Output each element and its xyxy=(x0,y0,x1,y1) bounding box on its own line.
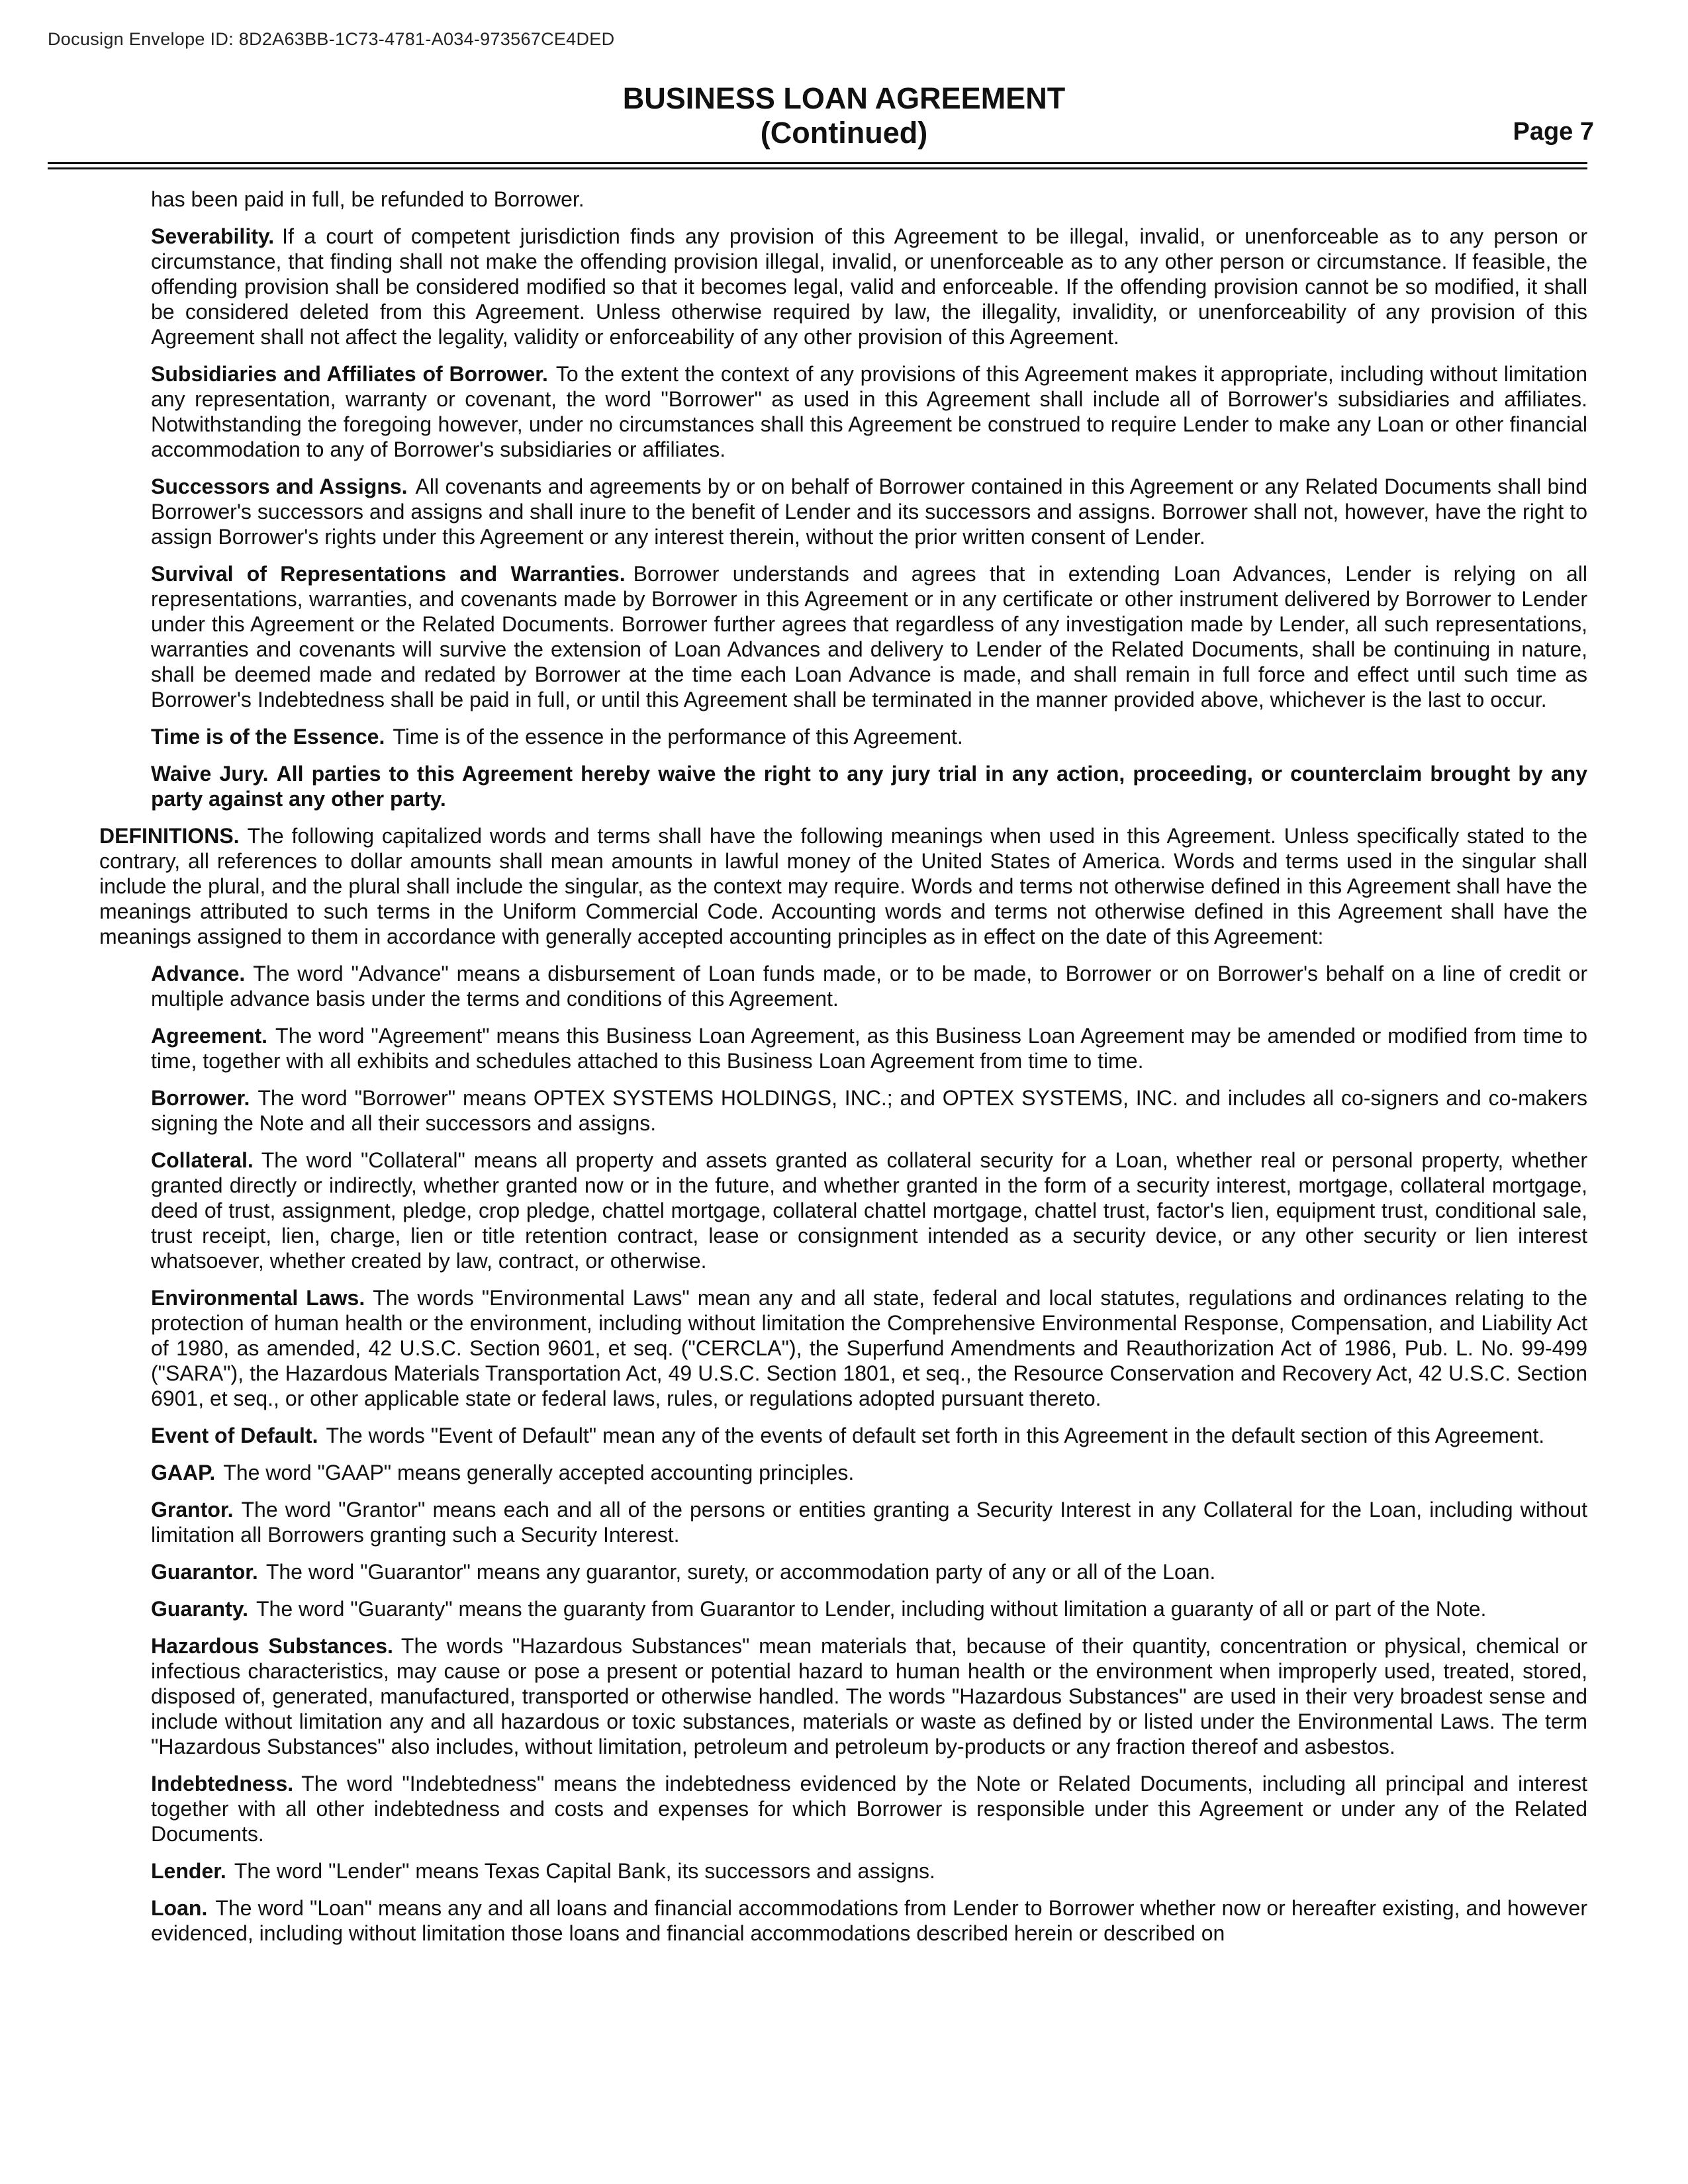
definition-text: The word "Guarantor" means any guarantor, surety, or accommodation party of any or all of the Loan. xyxy=(265,1560,1216,1584)
section-heading: Successors and Assigns. xyxy=(151,475,408,498)
document-subtitle: (Continued) xyxy=(760,116,928,150)
definition-term: GAAP. xyxy=(151,1461,216,1484)
header-rule-bottom xyxy=(48,167,1587,169)
section-time-essence xyxy=(151,724,1587,749)
definition-term: Guarantor. xyxy=(151,1560,258,1584)
definition-guaranty xyxy=(151,1596,1587,1621)
definition-indebtedness xyxy=(151,1771,1587,1846)
definition-collateral xyxy=(151,1148,1587,1273)
section-heading: Severability. xyxy=(151,224,275,248)
definition-text: The word "Grantor" means each and all of the persons or entities granting a Security Interest in any Collateral for the Loan, including without limitation all Borrowers granting such a Security Interest. xyxy=(151,1498,1587,1547)
definition-term: Agreement. xyxy=(151,1024,268,1048)
definition-event-of-default xyxy=(151,1423,1587,1448)
definition-text: The word "Loan" means any and all loans and financial accommodations from Lender to Borrower whether now or hereafter existing, and however evidenced, including without limitation those loans and financial accommodations described herein or described on xyxy=(151,1896,1587,1945)
section-text: Time is of the essence in the performance of this Agreement. xyxy=(393,725,963,749)
section-text: All covenants and agreements by or on behalf of Borrower contained in this Agreement or any Related Documents shall bind Borrower's successors and assigns and shall inure to the benefit of Lender and its successors and assigns. Borrower shall not, however, have the right to assign Borrower's rights under this Agreement or any interest therein, without the prior written consent of Lender. xyxy=(151,475,1588,549)
definition-advance xyxy=(151,961,1587,1011)
definition-term: Collateral. xyxy=(151,1148,254,1172)
definition-text: The word "GAAP" means generally accepted accounting principles. xyxy=(223,1461,855,1484)
document-body xyxy=(99,187,1587,1958)
section-heading: Subsidiaries and Affiliates of Borrower. xyxy=(151,362,548,386)
section-successors xyxy=(151,474,1587,549)
definition-term: Loan. xyxy=(151,1896,208,1920)
section-heading: Waive Jury. xyxy=(151,762,269,786)
definition-lender xyxy=(151,1858,1587,1884)
definition-text: The word "Guaranty" means the guaranty from Guarantor to Lender, including without limitation a guaranty of all or part of the Note. xyxy=(256,1597,1487,1621)
definition-text: The word "Agreement" means this Business Loan Agreement, as this Business Loan Agreement may be amended or modified from time to time, together with all exhibits and schedules attached to this Business Loan Agreement from time to time. xyxy=(151,1024,1587,1073)
section-text: To the extent the context of any provisions of this Agreement makes it appropriate, including without limitation any representation, warranty or covenant, the word "Borrower" as used in this Agreement shall include all of Borrower's subsidiaries and affiliates. Notwithstanding the foregoing however, under no circumstances shall this Agreement be construed to require Lender to make any Loan or other financial accommodation to any of Borrower's subsidiaries or affiliates. xyxy=(151,362,1588,461)
section-subsidiaries xyxy=(151,361,1587,462)
definitions-heading: DEFINITIONS. xyxy=(99,824,240,848)
definition-term: Event of Default. xyxy=(151,1424,318,1447)
section-text: All parties to this Agreement hereby waive the right to any jury trial in any action, proceeding, or counterclaim brought by any party against any other party. xyxy=(151,762,1588,811)
definition-guarantor xyxy=(151,1559,1587,1584)
definition-text: The word "Indebtedness" means the indebtedness evidenced by the Note or Related Documents, including all principal and interest together with all other indebtedness and costs and expenses for which Borrower is responsible under this Agreement or under any of the Related Documents. xyxy=(151,1772,1587,1846)
definition-text: The word "Collateral" means all property and assets granted as collateral security for a Loan, whether real or personal property, whether granted directly or indirectly, whether granted now or in the future, and whether granted in the form of a security interest, mortgage, collateral mortgage, deed of trust, assignment, pledge, crop pledge, chattel mortgage, collateral chattel mortgage, chattel trust, factor's lien, equipment trust, conditional sale, trust receipt, lien, charge, lien or title retention contract, lease or consignment intended as a security device, or any other security or lien interest whatsoever, whether created by law, contract, or otherwise. xyxy=(151,1148,1587,1273)
definition-term: Borrower. xyxy=(151,1086,250,1110)
definition-text: The word "Borrower" means OPTEX SYSTEMS HOLDINGS, INC.; and OPTEX SYSTEMS, INC. and includes all co-signers and co-makers signing the Note and all their successors and assigns. xyxy=(151,1086,1587,1135)
section-heading: Time is of the Essence. xyxy=(151,725,385,749)
definition-text: The word "Lender" means Texas Capital Bank, its successors and assigns. xyxy=(234,1859,935,1883)
page-number: Page 7 xyxy=(1513,118,1594,146)
definition-loan xyxy=(151,1895,1587,1946)
definition-text: The words "Environmental Laws" mean any and all state, federal and local statutes, regulations and ordinances relating to the protection of human health or the environment, including without limitation the Comprehensive Environmental Response, Compensation, and Liability Act of 1980, as amended, 42 U.S.C. Section 9601, et seq. ("CERCLA"), the Superfund Amendments and Reauthorization Act of 1986, Pub. L. No. 99-499 ("SARA"), the Hazardous Materials Transportation Act, 49 U.S.C. Section 1801, et seq., the Resource Conservation and Recovery Act, 42 U.S.C. Section 6901, et seq., or other applicable state or federal laws, rules, or regulations adopted pursuant thereto. xyxy=(151,1286,1588,1410)
definitions-intro xyxy=(99,823,1587,949)
definition-hazardous-substances xyxy=(151,1633,1587,1759)
definition-borrower xyxy=(151,1085,1587,1136)
definition-term: Hazardous Substances. xyxy=(151,1634,393,1658)
definition-term: Lender. xyxy=(151,1859,226,1883)
definition-text: The words "Event of Default" mean any of the events of default set forth in this Agreement in the default section of this Agreement. xyxy=(326,1424,1545,1447)
definition-term: Advance. xyxy=(151,962,246,985)
definition-grantor xyxy=(151,1497,1587,1547)
definition-term: Environmental Laws. xyxy=(151,1286,365,1310)
definition-gaap xyxy=(151,1460,1587,1485)
envelope-id: Docusign Envelope ID: 8D2A63BB-1C73-4781-A034-973567CE4DED xyxy=(48,29,615,49)
definition-term: Indebtedness. xyxy=(151,1772,294,1796)
section-waive-jury xyxy=(151,761,1587,811)
definition-text: The words "Hazardous Substances" mean materials that, because of their quantity, concentration or physical, chemical or infectious characteristics, may cause or pose a present or potential hazard to human health or the environment when improperly used, treated, stored, disposed of, generated, manufactured, transported or otherwise handled. The words "Hazardous Substances" are used in their very broadest sense and include without limitation any and all hazardous or toxic substances, materials or waste as defined by or listed under the Environmental Laws. The term "Hazardous Substances" also includes, without limitation, petroleum and petroleum by-products or any fraction thereof and asbestos. xyxy=(151,1634,1588,1758)
section-heading: Survival of Representations and Warranties. xyxy=(151,562,626,586)
continued-paragraph: has been paid in full, be refunded to Borrower. xyxy=(151,187,585,211)
definition-term: Guaranty. xyxy=(151,1597,248,1621)
definition-term: Grantor. xyxy=(151,1498,234,1522)
definition-environmental-laws xyxy=(151,1285,1587,1411)
header-rule-top xyxy=(48,162,1587,164)
definitions-text: The following capitalized words and terms shall have the following meanings when used in this Agreement. Unless specifically stated to the contrary, all references to dollar amounts shall mean amounts in lawful money of the United States of America. Words and terms used in the singular shall include the plural, and the plural shall include the singular, as the context may require. Words and terms not otherwise defined in this Agreement shall have the meanings attributed to such terms in the Uniform Commercial Code. Accounting words and terms not otherwise defined in this Agreement shall have the meanings assigned to them in accordance with generally accepted accounting principles as in effect on the date of this Agreement: xyxy=(99,824,1587,948)
definition-agreement xyxy=(151,1023,1587,1073)
section-text: Borrower understands and agrees that in extending Loan Advances, Lender is relying on all representations, warranties, and covenants made by Borrower in this Agreement or in any certificate or other instrument delivered by Borrower to Lender under this Agreement or the Related Documents. Borrower further agrees that regardless of any investigation made by Lender, all such representations, warranties and covenants will survive the extension of Loan Advances and delivery to Lender of the Related Documents, shall be continuing in nature, shall be deemed made and redated by Borrower at the time each Loan Advance is made, and shall remain in full force and effect until such time as Borrower's Indebtedness shall be paid in full, or until this Agreement shall be terminated in the manner provided above, whichever is the last to occur. xyxy=(151,562,1588,711)
section-text: If a court of competent jurisdiction finds any provision of this Agreement to be illegal, invalid, or unenforceable as to any person or circumstance, that finding shall not make the offending provision illegal, invalid, or unenforceable as to any other person or circumstance. If feasible, the offending provision shall be considered modified so that it becomes legal, valid and enforceable. If the offending provision cannot be so modified, it shall be considered deleted from this Agreement. Unless otherwise required by law, the illegality, invalidity, or unenforceability of any provision of this Agreement shall not affect the legality, validity or enforceability of any other provision of this Agreement. xyxy=(151,224,1587,349)
definition-text: The word "Advance" means a disbursement of Loan funds made, or to be made, to Borrower or on Borrower's behalf on a line of credit or multiple advance basis under the terms and conditions of this Agreement. xyxy=(151,962,1587,1011)
section-severability xyxy=(151,224,1587,349)
section-survival xyxy=(151,561,1587,712)
document-title: BUSINESS LOAN AGREEMENT xyxy=(622,81,1066,115)
